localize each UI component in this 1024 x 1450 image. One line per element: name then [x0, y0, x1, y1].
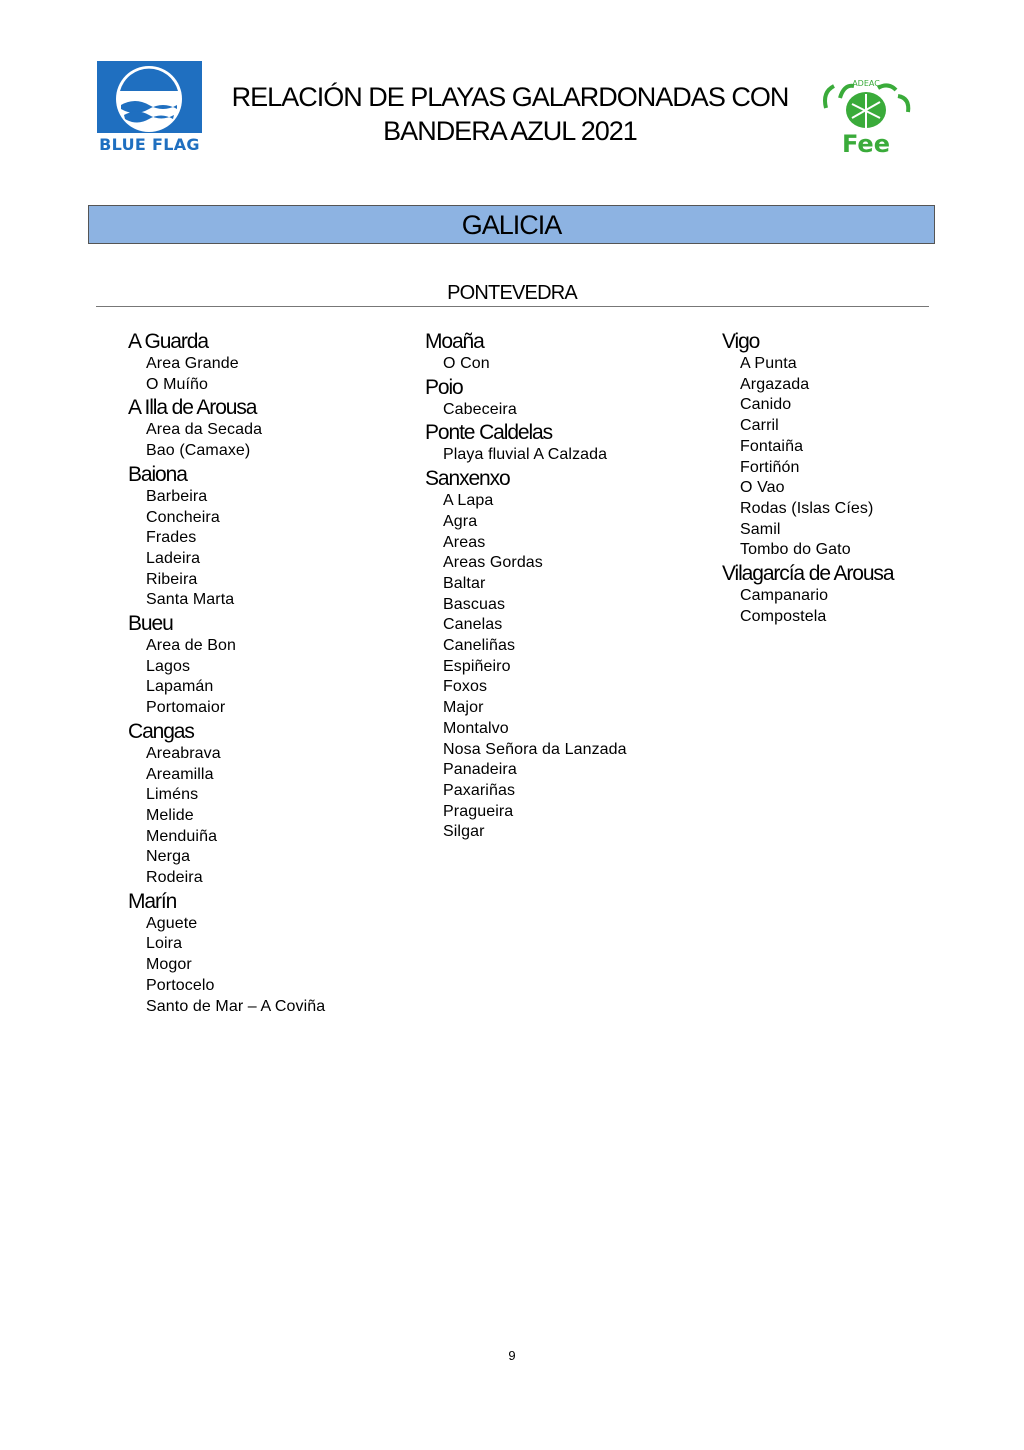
beach-item: Pragueira [443, 802, 514, 820]
municipality-name: A Illa de Arousa [128, 396, 257, 420]
municipality-column-3 [722, 329, 1012, 627]
title-line-1: RELACIÓN DE PLAYAS GALARDONADAS CON [231, 82, 789, 112]
beach-item: O Con [443, 355, 490, 372]
beach-item: Montalvo [443, 719, 509, 737]
beach-item: Fortiñón [740, 458, 800, 476]
document-title [210, 80, 810, 148]
beach-item: O Vao [740, 479, 785, 497]
municipality-name: Baiona [128, 462, 187, 486]
beach-item: Santo de Mar – A Coviña [146, 997, 326, 1015]
beach-item: Melide [146, 806, 194, 824]
beach-item: Cabeceira [443, 400, 517, 418]
municipality-name: Vigo [722, 330, 760, 353]
blue-flag-emblem [97, 61, 202, 133]
municipality-name: Vilagarcía de Arousa [722, 562, 894, 586]
beach-item: Portomaior [146, 699, 226, 717]
municipality-name: Cangas [128, 719, 194, 743]
page-number: 9 [508, 1348, 516, 1363]
beach-item: Area de Bon [146, 637, 237, 655]
beach-item: Bao (Camaxe) [146, 442, 251, 460]
beach-item: Ladeira [146, 549, 201, 567]
beach-item: Playa fluvial A Calzada [443, 446, 608, 464]
municipality-name: A Guarda [128, 330, 208, 353]
municipality-column-1 [128, 329, 418, 1017]
beach-item: Frades [146, 529, 197, 547]
beach-item: Major [443, 699, 484, 717]
municipality-name: Bueu [128, 612, 173, 636]
beach-item: Fontaiña [740, 437, 804, 455]
beach-item: Argazada [740, 375, 810, 393]
beach-item: Liméns [146, 786, 199, 804]
beach-item: Areas [443, 533, 486, 551]
beach-item: Area da Secada [146, 421, 263, 439]
beach-item: Espiñeiro [443, 657, 511, 675]
beach-item: Barbeira [146, 487, 208, 505]
municipality-column-2 [425, 329, 715, 843]
beach-item: Foxos [443, 678, 488, 696]
beach-item: Bascuas [443, 595, 506, 613]
province-divider [96, 306, 929, 307]
province-title: PONTEVEDRA [447, 282, 577, 304]
municipality-name: Ponte Caldelas [425, 421, 553, 445]
beach-item: Nosa Señora da Lanzada [443, 740, 627, 758]
beach-item: A Punta [740, 355, 797, 372]
municipality-name: Moaña [425, 330, 484, 353]
beach-item: O Muíño [146, 375, 209, 393]
adeac-logo-text: ADEAC [852, 79, 880, 88]
beach-item: Agra [443, 512, 478, 530]
beach-item: Baltar [443, 574, 486, 592]
flag-wave-icon [97, 61, 202, 133]
municipality-name: Marín [128, 889, 177, 913]
beach-item: Tombo do Gato [740, 541, 851, 559]
beach-item: Menduiña [146, 827, 218, 845]
beach-item: Paxariñas [443, 781, 516, 799]
beach-item: Rodeira [146, 869, 203, 887]
fee-logo-text: Fee [842, 130, 890, 158]
title-line-2: BANDERA AZUL 2021 [383, 116, 637, 146]
beach-item: Area Grande [146, 355, 239, 372]
beach-item: Rodas (Islas Cíes) [740, 499, 874, 517]
beach-item: Loira [146, 935, 183, 953]
beach-item: Mogor [146, 956, 192, 974]
beach-item: Carril [740, 417, 779, 435]
municipality-name: Poio [425, 375, 463, 399]
beach-item: Areabrava [146, 744, 221, 762]
beach-item: Nerga [146, 848, 191, 866]
beach-item: Lapamán [146, 678, 214, 696]
beach-item: Compostela [740, 607, 827, 625]
municipality-name: Sanxenxo [425, 467, 510, 491]
beach-item: Aguete [146, 914, 198, 932]
beach-item: Lagos [146, 657, 191, 675]
blue-flag-logo [97, 61, 202, 155]
region-banner: GALICIA [88, 205, 935, 244]
beach-item: Concheira [146, 508, 220, 526]
beach-item: Campanario [740, 587, 829, 605]
beach-item: Silgar [443, 823, 485, 841]
beach-item: Canido [740, 396, 792, 414]
beach-item: Areamilla [146, 765, 214, 783]
beach-item: Santa Marta [146, 591, 235, 609]
blue-flag-logo-text: BLUE FLAG [99, 135, 200, 154]
beach-item: Caneliñas [443, 637, 516, 655]
beach-item: Ribeira [146, 570, 198, 588]
fee-logo [818, 78, 914, 160]
beach-item: Samil [740, 520, 781, 538]
beach-item: Canelas [443, 616, 503, 634]
beach-item: A Lapa [443, 492, 494, 510]
beach-item: Panadeira [443, 761, 517, 779]
beach-item: Portocelo [146, 976, 215, 994]
adeac-leaf-icon [818, 78, 914, 134]
beach-item: Areas Gordas [443, 554, 543, 572]
